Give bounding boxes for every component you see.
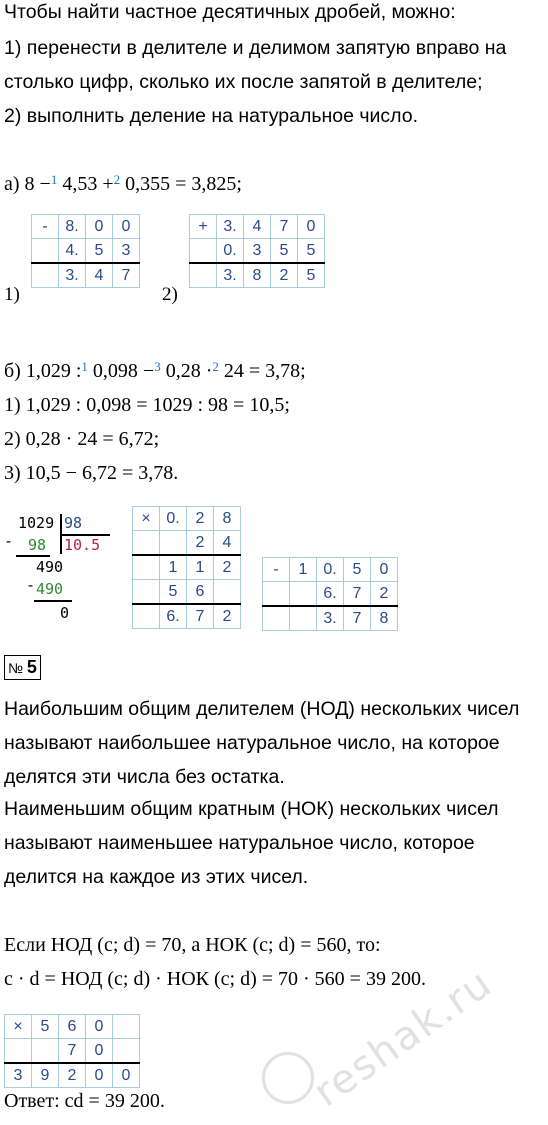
- multiplication-grid-b: [132, 506, 241, 629]
- empty-cell: [5, 1039, 32, 1064]
- part-a-expression: [4, 172, 242, 196]
- part-b-label: б) 1,029 :: [4, 360, 82, 382]
- part-b-term: 24 = 3,78;: [218, 360, 306, 382]
- digit-cell: 8: [371, 606, 398, 631]
- definition-gcd-1: Наибольшим общим делителем (НОД) нескольких чисел: [4, 698, 520, 720]
- intro-line-3: столько цифр, сколько их после запятой в делителе;: [4, 71, 483, 93]
- number-sign: №: [8, 660, 24, 676]
- intro-line-2: 1) перенести в делителе и делимом запятую вправо на: [4, 37, 507, 59]
- digit-cell: 0: [86, 1063, 113, 1088]
- empty-cell: [190, 239, 217, 264]
- digit-cell: 2: [187, 507, 214, 531]
- copyright-icon: [262, 1052, 314, 1104]
- digit-cell: 5: [32, 1015, 59, 1039]
- empty-cell: [190, 263, 217, 288]
- definition-gcd-2: называют наибольшее натуральное число, на которое: [4, 732, 500, 754]
- digit-cell: [290, 606, 317, 631]
- digit-cell: 0: [86, 1039, 113, 1064]
- digit-cell: 8: [214, 507, 241, 531]
- watermark: reshak.ru: [305, 959, 502, 1117]
- digit-cell: 2: [271, 263, 298, 288]
- digit-cell: 7: [187, 604, 214, 629]
- digit-cell: 0: [113, 1063, 140, 1088]
- subtrahend-2: 490: [36, 580, 64, 598]
- digit-cell: 0: [298, 215, 325, 239]
- digit-cell: [32, 1039, 59, 1064]
- minus-sign: -: [32, 215, 59, 239]
- digit-cell: 7: [344, 582, 371, 607]
- empty-cell: [263, 606, 290, 631]
- digit-cell: 5: [160, 580, 187, 605]
- digit-cell: 7: [113, 263, 140, 288]
- part-b-term: 0,098 −: [87, 360, 155, 382]
- digit-cell: 7: [271, 215, 298, 239]
- digit-cell: 6: [59, 1015, 86, 1039]
- part-b-step-2: 2) 0,28 · 24 = 6,72;: [4, 428, 160, 450]
- digit-cell: 4: [86, 263, 113, 288]
- subtraction-grid-a: [31, 214, 140, 288]
- digit-cell: 6: [187, 580, 214, 605]
- calc-label-1: 1): [4, 284, 20, 305]
- digit-cell: [113, 1039, 140, 1064]
- digit-cell: 5: [86, 239, 113, 264]
- digit-cell: 5: [344, 558, 371, 582]
- digit-cell: 2: [214, 604, 241, 629]
- task-number: 5: [26, 657, 37, 677]
- digit-cell: 6.: [317, 582, 344, 607]
- digit-cell: 3.: [317, 606, 344, 631]
- part-b-term: 0,28 ·: [160, 360, 213, 382]
- subtraction-grid-b: [262, 557, 398, 631]
- answer: Ответ: cd = 39 200.: [4, 1090, 165, 1112]
- digit-cell: 0: [113, 215, 140, 239]
- remainder-1: 490: [36, 558, 64, 576]
- digit-cell: 2: [59, 1063, 86, 1088]
- digit-cell: 6.: [160, 604, 187, 629]
- digit-cell: 3.: [217, 263, 244, 288]
- definition-lcm-3: делится на каждое из этих чисел.: [4, 866, 309, 888]
- digit-cell: [160, 531, 187, 556]
- digit-cell: 0.: [217, 239, 244, 264]
- digit-cell: 8: [244, 263, 271, 288]
- digit-cell: 0: [86, 1015, 113, 1039]
- digit-cell: 1: [290, 558, 317, 582]
- order-mark: 3: [154, 359, 161, 374]
- minus-sign: -: [263, 558, 290, 582]
- calc-label-2: 2): [162, 284, 178, 305]
- definition-lcm-1: Наименьшим общим кратным (НОК) нескольких чисел: [4, 798, 499, 820]
- digit-cell: 5: [298, 263, 325, 288]
- digit-cell: [214, 580, 241, 605]
- order-mark: 2: [212, 359, 219, 374]
- digit-cell: 1: [160, 555, 187, 580]
- digit-cell: 3: [244, 239, 271, 264]
- part-a-term: 0,355 = 3,825;: [120, 173, 242, 195]
- underline: [16, 555, 50, 557]
- digit-cell: 2: [187, 531, 214, 556]
- digit-cell: 2: [371, 582, 398, 607]
- empty-cell: [32, 263, 59, 288]
- minus-sign: -: [4, 532, 14, 550]
- digit-cell: 9: [32, 1063, 59, 1088]
- empty-cell: [133, 604, 160, 629]
- digit-cell: 4: [214, 531, 241, 556]
- formula: c · d = НОД (c; d) · НОК (c; d) = 70 · 560 = 39 200.: [4, 968, 426, 990]
- order-mark: 1: [50, 172, 58, 187]
- digit-cell: 3: [113, 239, 140, 264]
- task-number-badge: [4, 655, 41, 680]
- digit-cell: 0.: [160, 507, 187, 531]
- definition-lcm-2: называют наименьшее натуральное число, которое: [4, 832, 475, 854]
- order-mark: 2: [113, 172, 121, 187]
- digit-cell: [290, 582, 317, 607]
- digit-cell: 7: [59, 1039, 86, 1064]
- digit-cell: 5: [271, 239, 298, 264]
- digit-cell: 1: [187, 555, 214, 580]
- digit-cell: 0: [371, 558, 398, 582]
- remainder-2: 0: [60, 604, 70, 622]
- digit-cell: 0.: [317, 558, 344, 582]
- dividend: 1029: [18, 514, 55, 532]
- empty-cell: [133, 580, 160, 605]
- empty-cell: [133, 531, 160, 556]
- digit-cell: 4: [244, 215, 271, 239]
- plus-sign: +: [190, 215, 217, 239]
- part-b-step-1: 1) 1,029 : 0,098 = 1029 : 98 = 10,5;: [4, 394, 290, 416]
- intro-line-4: 2) выполнить деление на натуральное число.: [4, 105, 419, 127]
- digit-cell: 5: [298, 239, 325, 264]
- digit-cell: 0: [86, 215, 113, 239]
- empty-cell: [263, 582, 290, 607]
- times-sign: ×: [5, 1015, 32, 1039]
- empty-cell: [133, 555, 160, 580]
- underline: [34, 600, 72, 602]
- subtrahend-1: 98: [28, 536, 47, 554]
- digit-cell: 8.: [59, 215, 86, 239]
- part-b-step-3: 3) 10,5 − 6,72 = 3,78.: [4, 462, 179, 484]
- divisor: 98: [64, 514, 83, 532]
- times-sign: ×: [133, 507, 160, 531]
- digit-cell: 2: [214, 555, 241, 580]
- quotient: 10.5: [64, 536, 101, 554]
- multiplication-grid-5: [4, 1014, 140, 1088]
- part-a-term: 4,53 +: [57, 173, 114, 195]
- digit-cell: 3: [5, 1063, 32, 1088]
- digit-cell: 3.: [217, 215, 244, 239]
- definition-gcd-3: делятся эти числа без остатка.: [4, 766, 285, 788]
- part-b-expression: [4, 359, 306, 383]
- digit-cell: 3.: [59, 263, 86, 288]
- empty-cell: [32, 239, 59, 264]
- minus-sign: -: [26, 576, 36, 594]
- digit-cell: 7: [344, 606, 371, 631]
- given-statement: Если НОД (c; d) = 70, а НОК (c; d) = 560, то:: [4, 934, 381, 956]
- digit-cell: 4.: [59, 239, 86, 264]
- part-a-label: а) 8 −: [4, 173, 51, 195]
- digit-cell: [113, 1015, 140, 1039]
- long-division: [4, 514, 124, 639]
- order-mark: 1: [81, 359, 88, 374]
- intro-line-1: Чтобы найти частное десятичных дробей, можно:: [4, 1, 456, 23]
- addition-grid-a: [189, 214, 325, 288]
